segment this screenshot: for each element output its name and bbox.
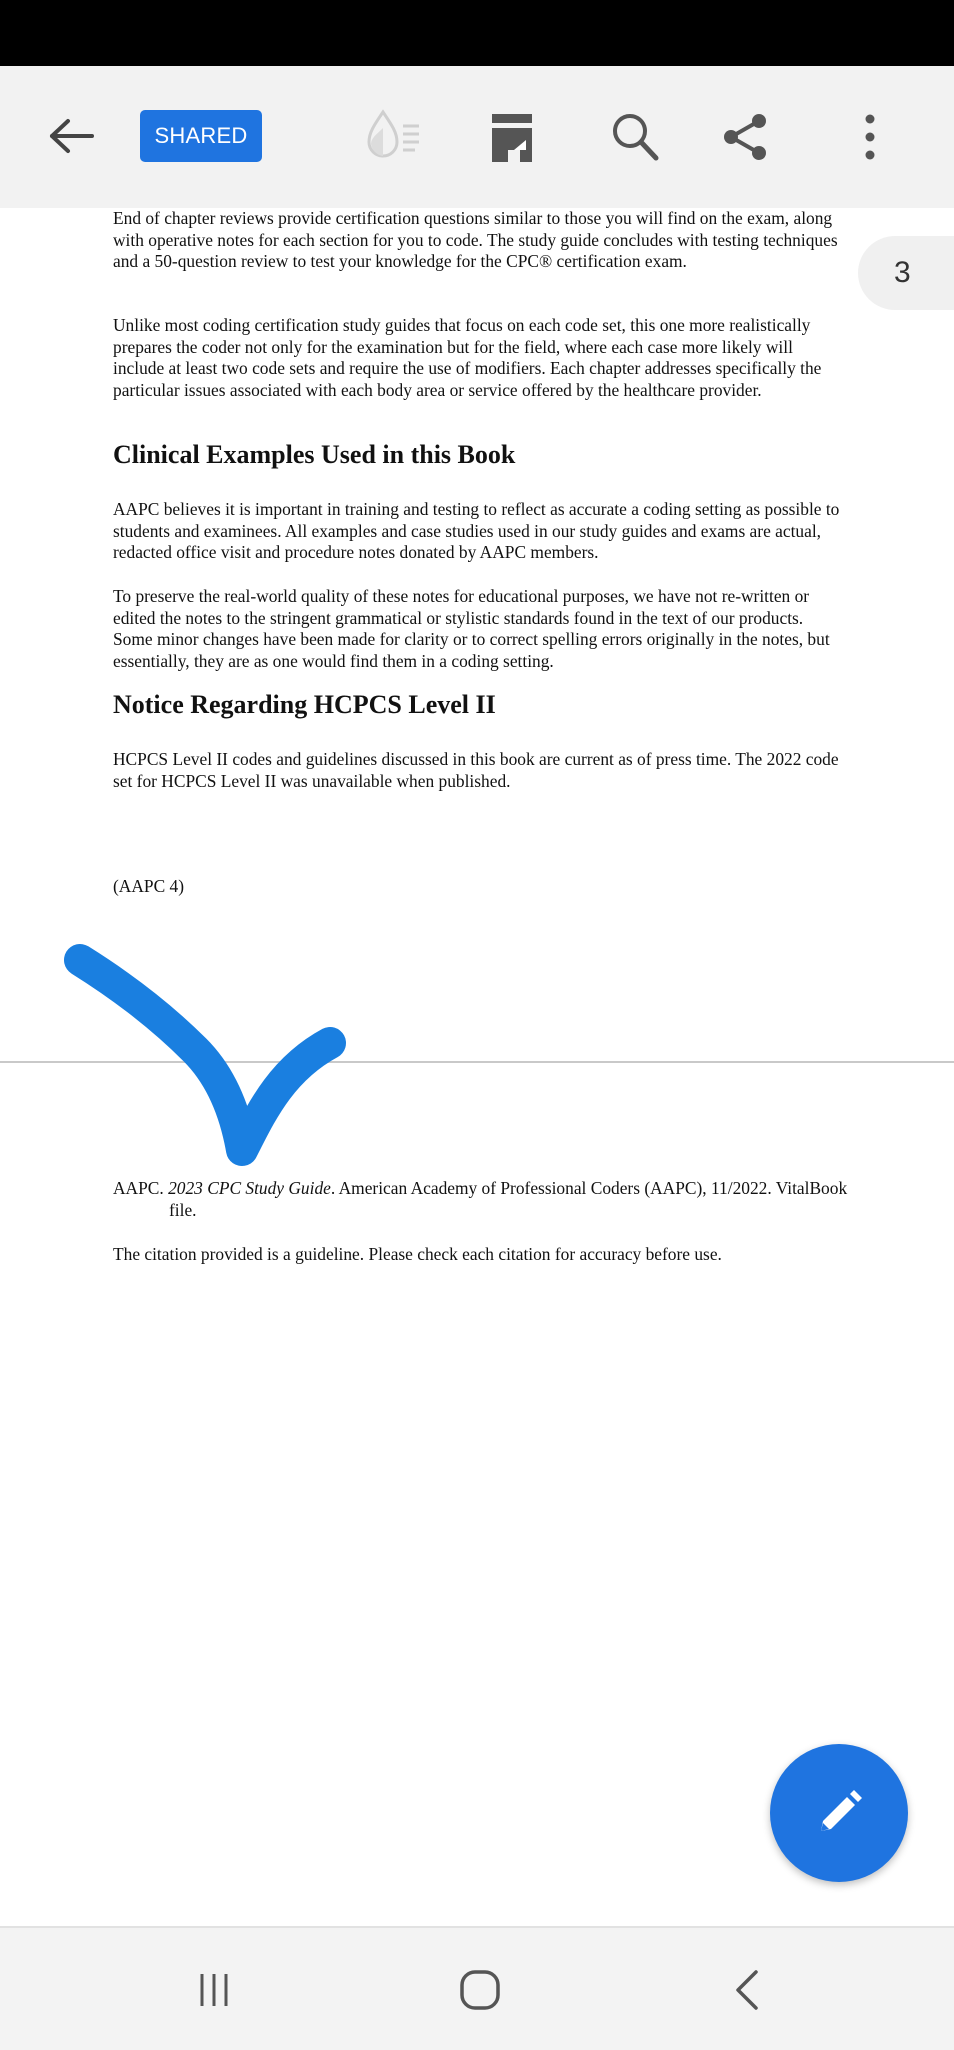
home-button[interactable]: [440, 1958, 520, 2022]
share-button[interactable]: [710, 102, 780, 172]
back-arrow-icon: [46, 116, 96, 156]
citation-author: AAPC.: [113, 1178, 169, 1198]
document-paragraph: AAPC believes it is important in training and testing to reflect as accurate a coding setting as possible to students and examinees. All examples and case studies used in our study guides and exams are actual, redacted office visit and procedure notes donated by AAPC members.: [113, 499, 840, 563]
recent-apps-button[interactable]: [174, 1958, 254, 2022]
contrast-drop-icon: [363, 108, 423, 164]
citation: [113, 1178, 853, 1221]
section-heading: Clinical Examples Used in this Book: [113, 440, 516, 469]
document-paragraph: HCPCS Level II codes and guidelines discussed in this book are current as of press time. The 2022 code set for HCPCS Level II was unavailable when published.: [113, 749, 839, 791]
search-button[interactable]: [600, 102, 670, 172]
shared-button[interactable]: SHARED: [140, 110, 262, 162]
status-bar: [0, 0, 954, 66]
annotation-arrow-icon: [60, 940, 360, 1180]
search-icon: [610, 111, 660, 163]
more-vert-icon: [862, 111, 878, 163]
system-back-button[interactable]: [707, 1958, 787, 2022]
more-options-button[interactable]: [840, 102, 900, 172]
document-paragraph: End of chapter reviews provide certification questions similar to those you will find on the exam, along with operative notes for each section for you to code. The study guide concludes with testing techniques and a 50-question review to test your knowledge for the CPC® certification exam.: [113, 208, 838, 272]
chevron-left-icon: [732, 1968, 762, 2012]
section-heading: Notice Regarding HCPCS Level II: [113, 690, 496, 719]
pencil-icon: [811, 1785, 867, 1841]
home-icon: [458, 1968, 502, 2012]
layout-icon: [490, 112, 534, 164]
contrast-button[interactable]: [358, 104, 428, 168]
citation-details: . American Academy of Professional Coders (AAPC), 11/2022. VitalBook file.: [169, 1178, 848, 1220]
citation-title: 2023 CPC Study Guide: [168, 1178, 331, 1198]
back-button[interactable]: [36, 106, 106, 166]
toolbar: [0, 66, 954, 208]
page-number-badge: 3: [858, 236, 954, 310]
document-paragraph: Unlike most coding certification study guides that focus on each code set, this one more realistically prepares the coder not only for the examination but for the field, where each case more likely will include at least two code sets and require the use of modifiers. Each chapter addresses specifically the particular issues associated with each body area or service offered by the healthcare provider.: [113, 315, 822, 400]
edit-fab-button[interactable]: [770, 1744, 908, 1882]
document-paragraph: To preserve the real-world quality of these notes for educational purposes, we have not re-written or edited the notes to the stringent grammatical or stylistic standards found in the text of our products. Some minor changes have been made for clarity or to correct spelling errors originally in the notes, but essentially, they are as one would find them in a coding setting.: [113, 586, 830, 671]
citation-note: The citation provided is a guideline. Please check each citation for accuracy before use.: [113, 1244, 722, 1264]
source-reference: (AAPC 4): [113, 876, 185, 896]
share-icon: [719, 111, 771, 163]
layout-button[interactable]: [480, 106, 544, 170]
recent-apps-icon: [194, 1970, 234, 2010]
system-navigation-bar: [0, 1926, 954, 2050]
